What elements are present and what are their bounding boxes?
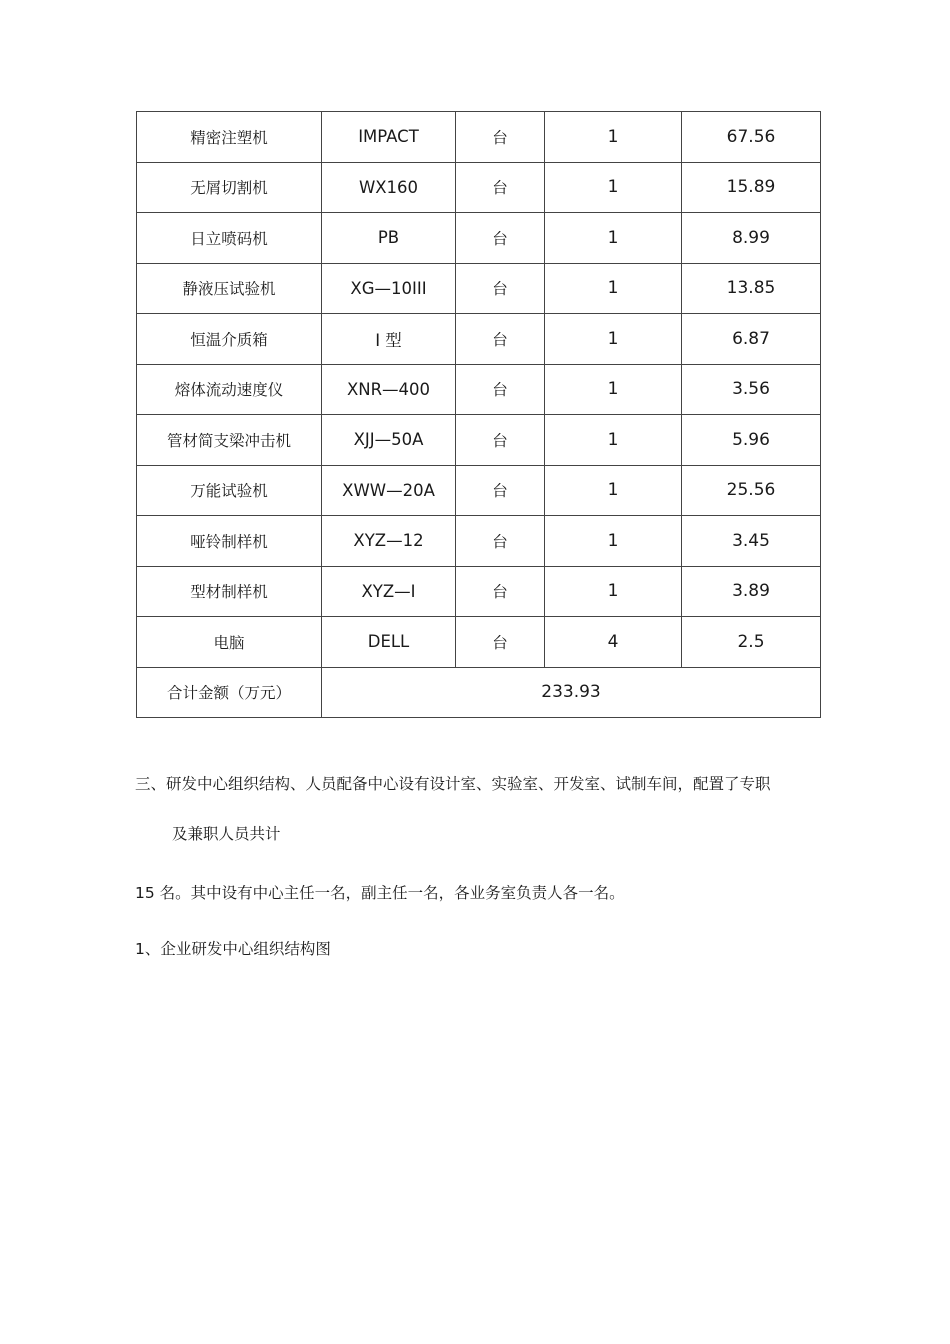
total-row xyxy=(137,667,821,718)
equipment-name-cell: 万能试验机 xyxy=(137,465,322,516)
model-cell: XWW—20A xyxy=(322,465,456,516)
price-cell: 8.99 xyxy=(682,213,821,264)
equipment-name-cell: 无屑切割机 xyxy=(137,162,322,213)
equipment-name-cell: 恒温介质箱 xyxy=(137,314,322,365)
unit-cell: 台 xyxy=(456,516,545,567)
equipment-name-cell: 电脑 xyxy=(137,617,322,668)
model-cell: IMPACT xyxy=(322,112,456,163)
unit-cell: 台 xyxy=(456,162,545,213)
price-cell: 2.5 xyxy=(682,617,821,668)
quantity-cell: 1 xyxy=(545,516,682,567)
model-cell: XNR—400 xyxy=(322,364,456,415)
price-cell: 15.89 xyxy=(682,162,821,213)
model-cell: XG—10III xyxy=(322,263,456,314)
price-cell: 13.85 xyxy=(682,263,821,314)
org-chart-subheading: 1、企业研发中心组织结构图 xyxy=(135,940,331,958)
total-value-cell: 233.93 xyxy=(322,667,821,718)
equipment-name-cell: 日立喷码机 xyxy=(137,213,322,264)
model-cell: I 型 xyxy=(322,314,456,365)
model-cell: XYZ—12 xyxy=(322,516,456,567)
price-cell: 3.56 xyxy=(682,364,821,415)
equipment-name-cell: 静液压试验机 xyxy=(137,263,322,314)
table-row xyxy=(137,465,821,516)
unit-cell: 台 xyxy=(456,617,545,668)
table-row xyxy=(137,516,821,567)
equipment-name-cell: 精密注塑机 xyxy=(137,112,322,163)
price-cell: 3.45 xyxy=(682,516,821,567)
equipment-table xyxy=(136,111,821,718)
table-row xyxy=(137,415,821,466)
price-cell: 6.87 xyxy=(682,314,821,365)
model-cell: XJJ—50A xyxy=(322,415,456,466)
unit-cell: 台 xyxy=(456,465,545,516)
model-cell: XYZ—I xyxy=(322,566,456,617)
price-cell: 5.96 xyxy=(682,415,821,466)
quantity-cell: 1 xyxy=(545,415,682,466)
quantity-cell: 1 xyxy=(545,112,682,163)
price-cell: 3.89 xyxy=(682,566,821,617)
quantity-cell: 1 xyxy=(545,263,682,314)
price-cell: 67.56 xyxy=(682,112,821,163)
total-label-cell: 合计金额（万元） xyxy=(137,667,322,718)
unit-cell: 台 xyxy=(456,263,545,314)
model-cell: DELL xyxy=(322,617,456,668)
equipment-name-cell: 型材制样机 xyxy=(137,566,322,617)
model-cell: PB xyxy=(322,213,456,264)
table-row xyxy=(137,364,821,415)
unit-cell: 台 xyxy=(456,415,545,466)
table-row xyxy=(137,112,821,163)
equipment-name-cell: 哑铃制样机 xyxy=(137,516,322,567)
table-row xyxy=(137,314,821,365)
equipment-table-body xyxy=(137,112,821,718)
quantity-cell: 1 xyxy=(545,465,682,516)
equipment-name-cell: 熔体流动速度仪 xyxy=(137,364,322,415)
quantity-cell: 1 xyxy=(545,162,682,213)
section-heading: 三、研发中心组织结构、人员配备中心设有设计室、实验室、开发室、试制车间，配置了专职 xyxy=(135,775,771,793)
unit-cell: 台 xyxy=(456,213,545,264)
unit-cell: 台 xyxy=(456,112,545,163)
table-row xyxy=(137,162,821,213)
quantity-cell: 1 xyxy=(545,314,682,365)
table-row xyxy=(137,617,821,668)
unit-cell: 台 xyxy=(456,314,545,365)
section-heading-continuation: 及兼职人员共计 xyxy=(172,825,281,843)
quantity-cell: 4 xyxy=(545,617,682,668)
quantity-cell: 1 xyxy=(545,213,682,264)
table-row xyxy=(137,566,821,617)
table-row xyxy=(137,213,821,264)
quantity-cell: 1 xyxy=(545,364,682,415)
model-cell: WX160 xyxy=(322,162,456,213)
quantity-cell: 1 xyxy=(545,566,682,617)
price-cell: 25.56 xyxy=(682,465,821,516)
table-row xyxy=(137,263,821,314)
unit-cell: 台 xyxy=(456,364,545,415)
equipment-name-cell: 管材简支梁冲击机 xyxy=(137,415,322,466)
unit-cell: 台 xyxy=(456,566,545,617)
staff-count-paragraph: 15 名。其中设有中心主任一名，副主任一名，各业务室负责人各一名。 xyxy=(135,884,625,902)
